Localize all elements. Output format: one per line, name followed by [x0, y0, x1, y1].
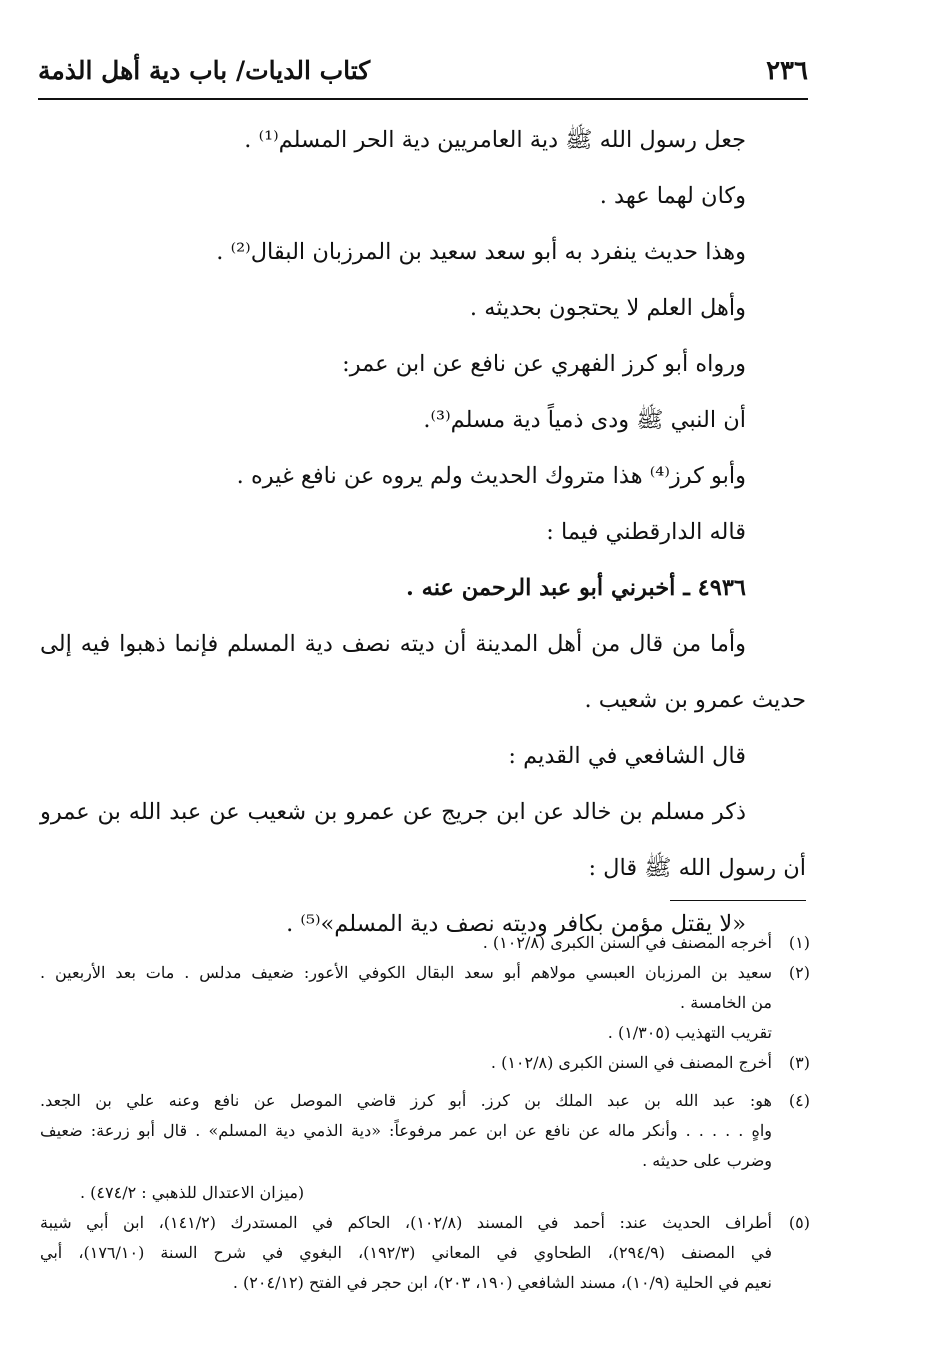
text-line: أن النبي ﷺ ودى ذمياً دية مسلم⁽³⁾. [423, 407, 746, 433]
text-line: قاله الدارقطني فيما : [546, 519, 746, 545]
footnote-text: وضرب على حديثه . [642, 1151, 772, 1170]
text-line: «لا يقتل مؤمن بكافر وديته نصف دية المسلم»⁽⁵⁾ . [286, 911, 746, 937]
footnote-4-line [40, 1120, 810, 1142]
footnote-separator [670, 900, 806, 901]
footnote-2 [40, 962, 810, 984]
text-line: ذكر مسلم بن خالد عن ابن جريج عن عمرو بن شعيب عن عبد الله بن عمرو [40, 799, 746, 825]
footnote-2-line [40, 992, 810, 1014]
footnote-2-line [40, 1022, 810, 1044]
text-line: قال الشافعي في القديم : [508, 743, 746, 769]
footnote-number: (١) [788, 933, 810, 952]
footnote-text: سعيد بن المرزبان العبسي مولاهم أبو سعد البقال الكوفي الأعور: ضعيف مدلس . مات بعد الأربعين . [40, 963, 772, 982]
footnote-number: (٢) [788, 963, 810, 982]
footnote-text: نعيم في الحلية (١٠/٩)، مسند الشافعي (١٩٠، ٢٠٣)، ابن حجر في الفتح (٢٠٤/١٢) . [232, 1273, 772, 1292]
footnote-5-line [40, 1272, 810, 1294]
footnote-text: أخرج المصنف في السنن الكبرى (١٠٢/٨) . [490, 1053, 772, 1072]
text-line: أن رسول الله ﷺ قال : [588, 855, 806, 881]
page-number: ٢٣٦ [766, 56, 808, 86]
footnote-number: (٤) [788, 1091, 810, 1110]
footnote-4 [40, 1090, 810, 1112]
footnote-text: أخرجه المصنف في السنن الكبرى (١٠٢/٨) . [482, 933, 772, 952]
text-line: وهذا حديث ينفرد به أبو سعد سعيد بن المرزبان البقال⁽²⁾ . [216, 239, 746, 265]
footnote-text: من الخامسة . [680, 993, 772, 1012]
text-line: ورواه أبو كرز الفهري عن نافع عن ابن عمر: [342, 351, 746, 377]
footnote-text: هو: عبد الله بن عبد الملك بن كرز. أبو كرز قاضي الموصل عن نافع وعنه علي بن الجعد. [40, 1091, 772, 1110]
text-line: وأهل العلم لا يحتجون بحديثه . [469, 295, 746, 321]
footnote-4-source [40, 1182, 810, 1204]
footnote-number: (٥) [788, 1213, 810, 1232]
footnote-5 [40, 1212, 810, 1234]
page-header [38, 52, 808, 100]
text-line: وكان لهما عهد . [599, 183, 746, 209]
footnote-text: تقريب التهذيب (١/٣٠٥) . [607, 1023, 772, 1042]
footnote-4-line [40, 1150, 810, 1172]
footnote-text: في المصنف (٢٩٤/٩)، الطحاوي في المعاني (١٩٢/٣)، البغوي في شرح السنة (١٧٦/١٠)، أبي [40, 1243, 773, 1262]
footnote-5-line [40, 1242, 810, 1264]
footnote-text: واهٍ . . . . . وأنكر ماله عن نافع عن ابن عمر مرفوعاً: «دية الذمي دية المسلم» . قال أبو زرعة: ضعيف [40, 1121, 772, 1140]
footnote-number: (٣) [788, 1053, 810, 1072]
footnote-text: (ميزان الاعتدال للذهبي : ٤٧٤/٢) . [80, 1183, 305, 1202]
running-title: كتاب الديات/ باب دية أهل الذمة [38, 56, 371, 85]
hadith-number-line: ٤٩٣٦ ـ أخبرني أبو عبد الرحمن عنه . [406, 575, 746, 601]
text-line: وأما من قال من أهل المدينة أن ديته نصف دية المسلم فإنما ذهبوا فيه إلى [40, 631, 746, 657]
footnote-3 [40, 1052, 810, 1074]
text-line: حديث عمرو بن شعيب . [584, 687, 806, 713]
footnote-1 [40, 932, 810, 954]
text-line: جعل رسول الله ﷺ دية العامريين دية الحر المسلم⁽¹⁾ . [244, 127, 746, 153]
footnote-text: أطراف الحديث عند: أحمد في المسند (١٠٢/٨)، الحاكم في المستدرك (١٤١/٢)، ابن أبي شيبة [40, 1213, 773, 1232]
text-line: وأبو كرز⁽⁴⁾ هذا متروك الحديث ولم يروه عن نافع غيره . [236, 463, 746, 489]
